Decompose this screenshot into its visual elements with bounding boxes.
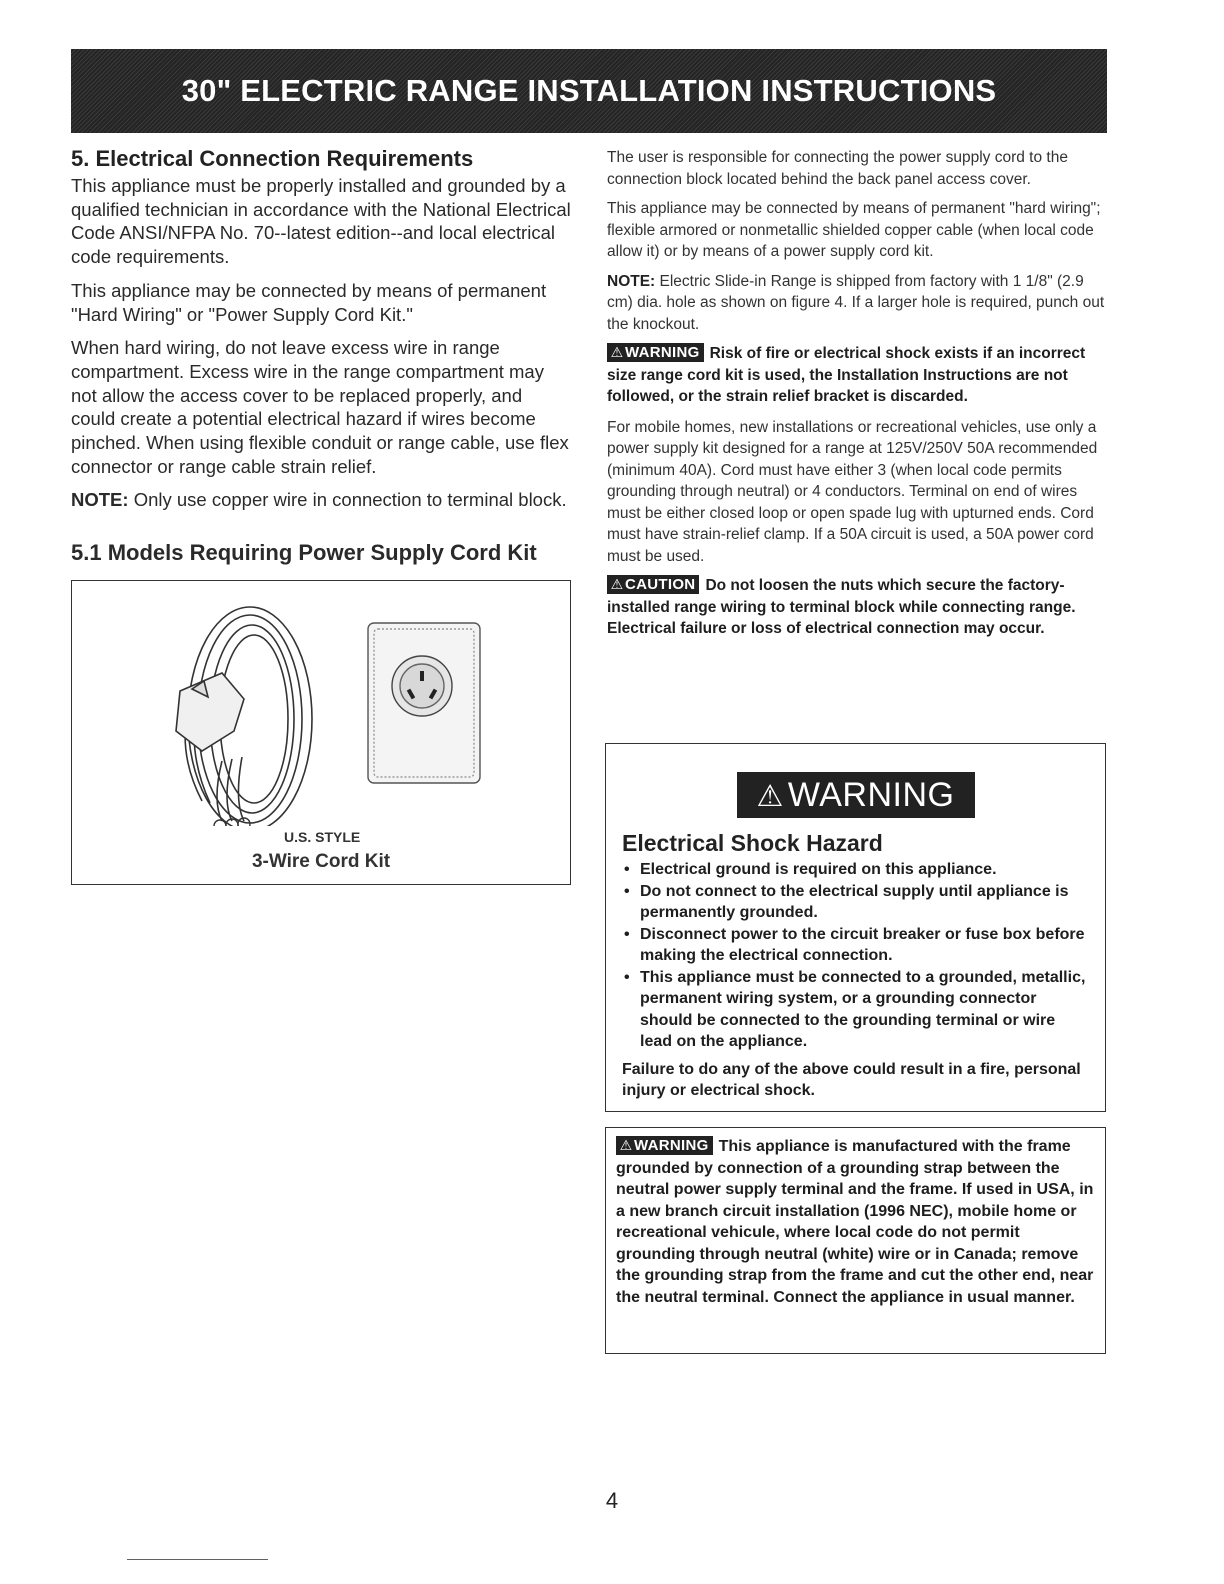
note-text: Only use copper wire in connection to terminal block. [128,489,567,511]
warning-badge: ⚠ WARNING [607,343,704,362]
left-note [71,488,571,512]
grounding-strap-box [605,1127,1106,1354]
left-column [71,146,571,885]
hazard-bullet: • Do not connect to the electrical supply until appliance is permanently grounded. [622,881,1089,924]
right-paragraph-2: This appliance may be connected by means of permanent "hard wiring"; flexible armored or nonmetallic shielded copper cable (when local code allow it) or by means of a power supply cord kit. [607,200,1101,260]
failure-consequence: Failure to do any of the above could result in a fire, personal injury or electrical shock. [622,1060,1081,1099]
figure-caption-style: U.S. STYLE [284,829,361,846]
right-paragraph-3: For mobile homes, new installations or recreational vehicles, use only a power supply kit designed for a range at 125V/250V 50A recommended (minimum 40A). Cord must have either 3 (when local code permits grounding through neutral) or 4 conductors. Terminal on end of wires must be either closed loop or open spade lug with upturned ends. Cord must have strain-relief clamp. If a 50A circuit is used, a 50A power cord must be used. [607,418,1098,565]
subsection-title: 5.1 Models Requiring Power Supply Cord Kit [71,540,537,566]
footer-rule [127,1559,268,1560]
warning-triangle-icon: ⚠ [610,344,624,360]
nuts-caution-text: Do not loosen the nuts which secure the factory-installed range wiring to terminal block while connecting range. Electrical failure or loss of electrical connection may occur. [607,577,1076,637]
wall-receptacle [368,623,480,783]
left-paragraph-1: This appliance must be properly installed and grounded by a qualified technician in accordance with the National Electrical Code ANSI/NFPA No. 70--latest edition--and local electrical code requirements. [71,175,571,268]
cord-kit-warning [607,343,1107,408]
cord-kit-warning-text: Risk of fire or electrical shock exists if an incorrect size range cord kit is used, the Installation Instructions are not followed, or the strain relief bracket is discarded. [607,345,1086,405]
warning-triangle-icon: ⚠ [619,1137,633,1153]
grounding-strap-text: This appliance is manufactured with the frame grounded by connection of a grounding strap between the neutral power supply terminal and the frame. If used in USA, in a new branch circuit installation (1996 NEC), mobile home or recreational vehicule, where local code do not permit grounding through neutral (white) wire or in Canada; remove the grounding strap from the frame and cut the other end, near the neutral terminal. Connect the appliance in usual manner. [616,1138,1094,1306]
hazard-bullet: • Disconnect power to the circuit breaker or fuse box before making the electrical connection. [622,924,1089,967]
warning-triangle-icon: ⚠ [756,780,784,813]
right-note-label: NOTE: [607,272,656,290]
cord-kit-illustration [72,581,569,826]
nuts-caution [607,575,1107,640]
page-title: 30" ELECTRIC RANGE INSTALLATION INSTRUCTIONS [181,73,997,108]
right-paragraph-1: The user is responsible for connecting the power supply cord to the connection block located behind the back panel access cover. [607,149,1068,188]
right-note [607,271,1107,336]
left-paragraph-3: When hard wiring, do not leave excess wire in range compartment. Excess wire in the range compartment may not allow the access cover to be replaced properly, and could create a potential electrical hazard if wires become pinched. When using flexible conduit or range cable, use flex connector or range cable strain relief. [71,337,569,477]
plug-head [176,673,244,751]
caution-triangle-icon: ⚠ [610,576,624,592]
figure-caption-title: 3-Wire Cord Kit [251,851,391,873]
cord-kit-figure [71,580,571,885]
hazard-bullet: • This appliance must be connected to a grounded, metallic, permanent wiring system, or a grounding connector should be connected to the grounding terminal or wire lead on the appliance. [622,967,1089,1053]
grounding-strap-warning [616,1136,1095,1308]
warning-badge: ⚠ WARNING [616,1136,713,1155]
header-banner [71,49,1107,133]
large-warning-badge: ⚠ WARNING [737,772,975,818]
hazard-title: Electrical Shock Hazard [622,830,883,856]
caution-badge: ⚠ CAUTION [607,575,699,594]
hazard-bullet: • Electrical ground is required on this appliance. [622,859,1089,881]
right-column [607,147,1107,649]
shock-hazard-box [605,743,1106,1112]
left-paragraph-2: This appliance may be connected by means of permanent "Hard Wiring" or "Power Supply Cord Kit." [71,279,547,325]
note-label: NOTE: [71,489,129,511]
hazard-bullet-list [622,859,1089,1053]
page-number: 4 [605,1488,619,1513]
section-title: 5. Electrical Connection Requirements [71,146,474,171]
right-note-text: Electric Slide-in Range is shipped from factory with 1 1/8" (2.9 cm) dia. hole as shown on figure 4. If a larger hole is required, punch out the knockout. [607,272,1105,333]
